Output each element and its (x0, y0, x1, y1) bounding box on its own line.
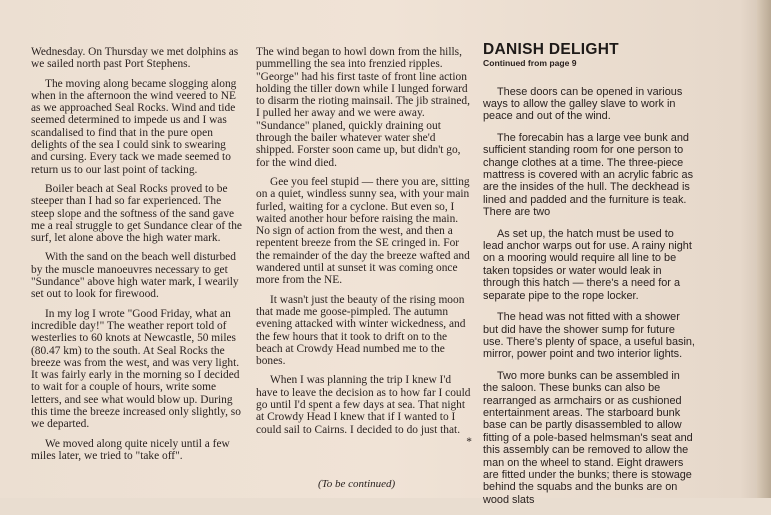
article-subhead: Continued from page 9 (483, 58, 577, 69)
col1-paragraph: With the sand on the beach well disturbed by the muscle manoeuvres necessary to get "Sundance" above high water mark, I wearily set out to look for firewood. (31, 251, 239, 301)
col3-paragraph: Two more bunks can be assembled in the saloon. These bunks can also be rearranged as armchairs or as cushioned entertainment areas. The starboard bunk base can be partly disassembled to allow fitting of a pole-based helmsman's seat and this assembly can be removed to allow the man on the wheel to stand. Eight drawers are fitted under the bunks; there is stowage behind the squabs and the bunks are on wood slats (483, 369, 693, 506)
col2-paragraph-text: When I was planning the trip I knew I'd have to leave the decision as to how far I could go until I'd spent a few days at sea. That night at Crowdy Head I knew that if I wanted to I could sail to Cairns. I decided to do just that. (256, 374, 471, 436)
article-headline: DANISH DELIGHT (483, 41, 619, 58)
col2-paragraph: Gee you feel stupid — there you are, sitting on a quiet, windless sunny sea, with your main furled, waiting for a cyclone. But even so, I waited another hour before raising the main. No sign of action from the west, and then a repentent breeze from the SE cringed in. For the remainder of the day the breeze wafted and wandered until at sunset it was coming once more from the NE. (256, 175, 470, 287)
col1-paragraph: In my log I wrote "Good Friday, what an incredible day!" The weather report told of westerlies to 60 knots at Newcastle, 50 miles (80.47 km) to the south. At Seal Rocks the breeze was from the west, and was very light. It was fairly early in the morning so I decided to wait for a couple of hours, write some letters, and see what would blow up. During this time the breeze increased only slightly, so we departed. (31, 307, 241, 431)
col2-paragraph (256, 374, 472, 448)
to-be-continued: (To be continued) (318, 478, 396, 490)
column-3-body (483, 86, 696, 507)
col3-paragraph: These doors can be opened in various ways to allow the galley slave to work in peace and out of the wind. (483, 85, 683, 123)
col3-paragraph: The forecabin has a large vee bunk and sufficient standing room for one person to change clothes at a time. The three-piece mattress is covered with an acrylic fabric as are the insides of the hull. The deckhead is lined and padded and the furniture is teak. There are two (483, 131, 694, 219)
col1-paragraph: We moved along quite nicely until a few miles later, we tried to "take off". (31, 437, 230, 462)
column-1 (31, 46, 244, 469)
col2-paragraph: It wasn't just the beauty of the rising moon that made me goose-pimpled. The autumn evening attacked with winter wickedness, and the few hours that it took to drift on to the beach at Crowdy Head numbed me to the bones. (256, 293, 466, 368)
column-3 (483, 41, 696, 515)
col1-paragraph: The moving along became slogging along when in the afternoon the wind veered to NE as we approached Seal Rocks. Wind and tide seemed determined to impede us and I was scandalised to find that in the pure open delights of the sea I could sink to swearing and cursing. Every tack we made seemed to return us to our last point of tacking. (31, 77, 237, 176)
col1-paragraph: Boiler beach at Seal Rocks proved to be steeper than I had so far experienced. The steep slope and the softness of the sand gave me a real struggle to get Sundance clear of the surf, let alone above the high water mark. (31, 182, 242, 245)
col2-paragraph: The wind began to howl down from the hills, pummelling the sea into frenzied ripples. "George" had his first taste of front line action holding the tiller down while I lunged forward to disarm the rioting mainsail. The jib strained, I pulled her away and we were away. "Sundance" planed, quickly draining out through the bailer whatever water she'd shipped. Forster soon came up, but didn't go, for the wind died. (256, 46, 470, 169)
col3-paragraph: The head was not fitted with a shower but did have the shower sump for future use. There's plenty of space, a useful basin, mirror, power point and two interior lights. (483, 311, 695, 361)
column-2 (256, 46, 472, 448)
end-mark: * (466, 435, 472, 448)
col3-paragraph: As set up, the hatch must be used to lead anchor warps out for use. A rainy night on a mooring would require all line to be taken topsides or water would leak in through this hatch — there's a need for a separate pipe to the rope locker. (483, 227, 692, 302)
page-spine-shadow (757, 0, 771, 498)
col1-paragraph: Wednesday. On Thursday we met dolphins as we sailed north past Port Stephens. (31, 46, 239, 71)
